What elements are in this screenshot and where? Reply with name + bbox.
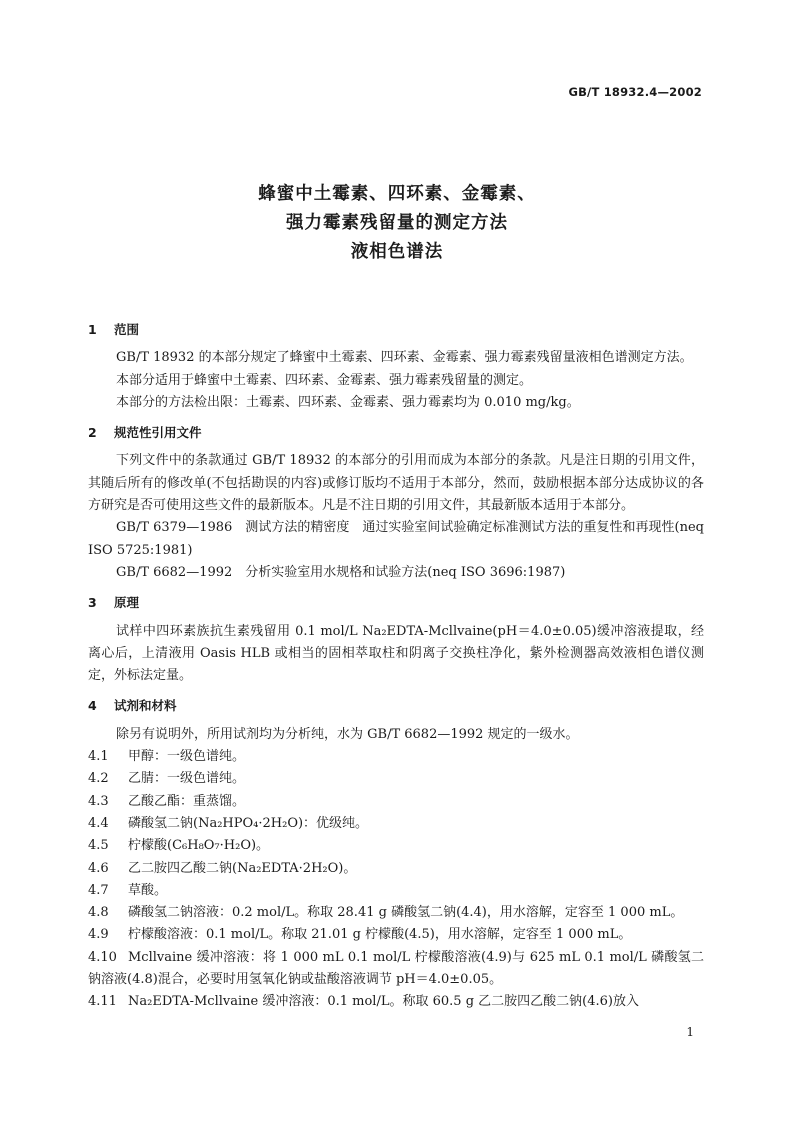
item-number: 4.4 — [88, 815, 109, 831]
references-paragraph: 下列文件中的条款通过 GB/T 18932 的本部分的引用而成为本部分的条款。凡是注日期的引用文件，其随后所有的修改单(不包括勘误的内容)或修订版均不适用于本部分，然而，鼓励根据本部分达成协议的各方研究是否可使用这些文件的最新版本。凡是不注日期的引用文件，其最新版本适用于本部分。 — [88, 453, 704, 514]
section-number: 4 — [88, 698, 97, 714]
item-text: Mcllvaine 缓冲溶液：将 1 000 mL 0.1 mol/L 柠檬酸溶液(4.9)与 625 mL 0.1 mol/L 磷酸氢二钠溶液(4.8)混合，必要时用氢氧化钠或盐酸溶液调节 pH＝4.0±0.05。 — [88, 949, 704, 988]
item-number: 4.1 — [88, 749, 109, 765]
list-item — [88, 880, 704, 902]
list-item — [88, 835, 704, 857]
page-number: 1 — [686, 1025, 694, 1039]
scope-paragraph-3: 本部分的方法检出限：土霉素、四环素、金霉素、强力霉素均为 0.010 mg/kg。 — [116, 394, 580, 410]
section-number: 3 — [88, 595, 97, 611]
item-text: 磷酸氢二钠(Na₂HPO₄·2H₂O)：优级纯。 — [128, 815, 369, 831]
section-number: 2 — [88, 425, 97, 441]
list-item — [88, 768, 704, 790]
item-text: 乙酸乙酯：重蒸馏。 — [128, 793, 246, 809]
item-text: 磷酸氢二钠溶液：0.2 mol/L。称取 28.41 g 磷酸氢二钠(4.4)，用水溶解，定容至 1 000 mL。 — [128, 905, 684, 921]
item-text: 乙二胺四乙酸二钠(Na₂EDTA·2H₂O)。 — [128, 860, 357, 876]
title-line-2: 强力霉素残留量的测定方法 — [286, 213, 508, 233]
item-number: 4.2 — [88, 771, 109, 787]
item-text: Na₂EDTA-Mcllvaine 缓冲溶液：0.1 mol/L。称取 60.5 g 乙二胺四乙酸二钠(4.6)放入 — [128, 994, 639, 1010]
section-3-heading — [88, 592, 704, 614]
list-item — [88, 991, 704, 1013]
section-title: 原理 — [114, 595, 140, 611]
item-number: 4.5 — [88, 838, 109, 854]
item-text: 柠檬酸(C₆H₈O₇·H₂O)。 — [128, 838, 270, 854]
section-title: 试剂和材料 — [114, 698, 177, 714]
section-2-heading — [88, 422, 704, 444]
document-code: GB/T 18932.4—2002 — [568, 85, 702, 99]
section-4-heading — [88, 695, 704, 717]
section-1-heading — [88, 319, 704, 341]
scope-paragraph-2: 本部分适用于蜂蜜中土霉素、四环素、金霉素、强力霉素残留量的测定。 — [116, 372, 533, 388]
list-item — [88, 813, 704, 835]
document-body — [88, 319, 704, 1014]
item-number: 4.10 — [88, 949, 117, 965]
title-line-3: 液相色谱法 — [350, 242, 444, 262]
item-number: 4.7 — [88, 882, 109, 898]
item-text: 草酸。 — [128, 882, 168, 898]
scope-paragraph-1: GB/T 18932 的本部分规定了蜂蜜中土霉素、四环素、金霉素、强力霉素残留量液相色谱测定方法。 — [116, 350, 693, 366]
item-number: 4.6 — [88, 860, 109, 876]
reference-gbt-6682: GB/T 6682—1992 分析实验室用水规格和试验方法(neq ISO 3696:1987) — [116, 564, 566, 580]
item-text: 乙腈：一级色谱纯。 — [128, 771, 246, 787]
reagents-intro: 除另有说明外，所用试剂均为分析纯，水为 GB/T 6682—1992 规定的一级水。 — [116, 726, 579, 742]
section-number: 1 — [88, 322, 97, 337]
item-text: 柠檬酸溶液：0.1 mol/L。称取 21.01 g 柠檬酸(4.5)，用水溶解，定容至 1 000 mL。 — [128, 927, 632, 943]
item-number: 4.11 — [88, 994, 117, 1010]
list-item — [88, 746, 704, 768]
section-title: 规范性引用文件 — [114, 425, 202, 441]
section-title: 范围 — [114, 322, 140, 337]
list-item — [88, 924, 704, 946]
list-item — [88, 947, 704, 992]
item-number: 4.9 — [88, 927, 109, 943]
item-number: 4.8 — [88, 905, 109, 921]
principle-paragraph: 试样中四环素族抗生素残留用 0.1 mol/L Na₂EDTA-Mcllvaine(pH＝4.0±0.05)缓冲溶液提取，经离心后，上清液用 Oasis HLB 或相当的固相萃取柱和阴离子交换柱净化，紫外检测器高效液相色谱仪测定，外标法定量。 — [88, 623, 704, 684]
list-item — [88, 902, 704, 924]
title-line-1: 蜂蜜中土霉素、四环素、金霉素、 — [258, 184, 536, 204]
item-text: 甲醇：一级色谱纯。 — [128, 749, 246, 765]
item-number: 4.3 — [88, 793, 109, 809]
reference-gbt-6379: GB/T 6379—1986 测试方法的精密度 通过实验室间试验确定标准测试方法的重复性和再现性(neq ISO 5725:1981) — [88, 520, 704, 558]
list-item — [88, 858, 704, 880]
list-item — [88, 791, 704, 813]
document-title — [0, 180, 794, 267]
